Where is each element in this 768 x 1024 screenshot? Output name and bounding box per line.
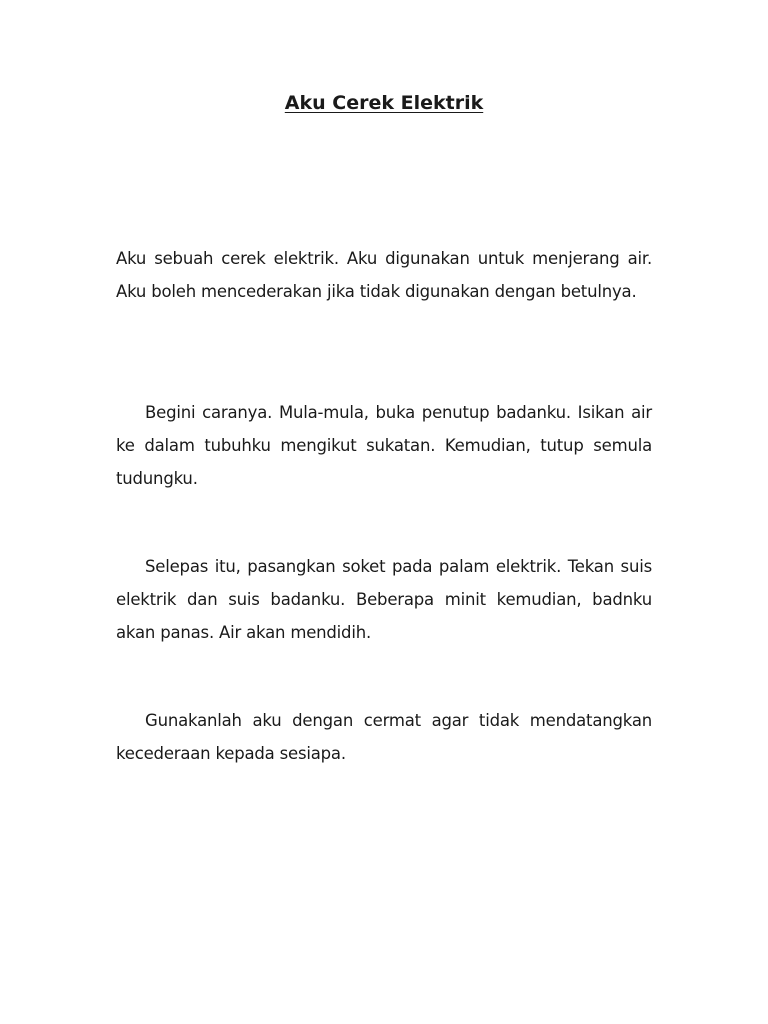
- paragraph-conclusion: Gunakanlah aku dengan cermat agar tidak mendatangkan kecederaan kepada sesiapa.: [116, 711, 652, 763]
- paragraph-steps-begin: Begini caranya. Mula-mula, buka penutup badanku. Isikan air ke dalam tubuhku mengikut sukatan. Kemudian, tutup semula tudungku.: [116, 403, 652, 488]
- paragraph-intro: Aku sebuah cerek elektrik. Aku digunakan untuk menjerang air. Aku boleh mencederakan jika tidak digunakan dengan betulnya.: [116, 249, 652, 301]
- document-title: [0, 90, 768, 116]
- paragraph-steps-continue: Selepas itu, pasangkan soket pada palam elektrik. Tekan suis elektrik dan suis badanku. Beberapa minit kemudian, badnku akan panas. Air akan mendidih.: [116, 557, 652, 642]
- document-title-text: Aku Cerek Elektrik: [284, 92, 484, 114]
